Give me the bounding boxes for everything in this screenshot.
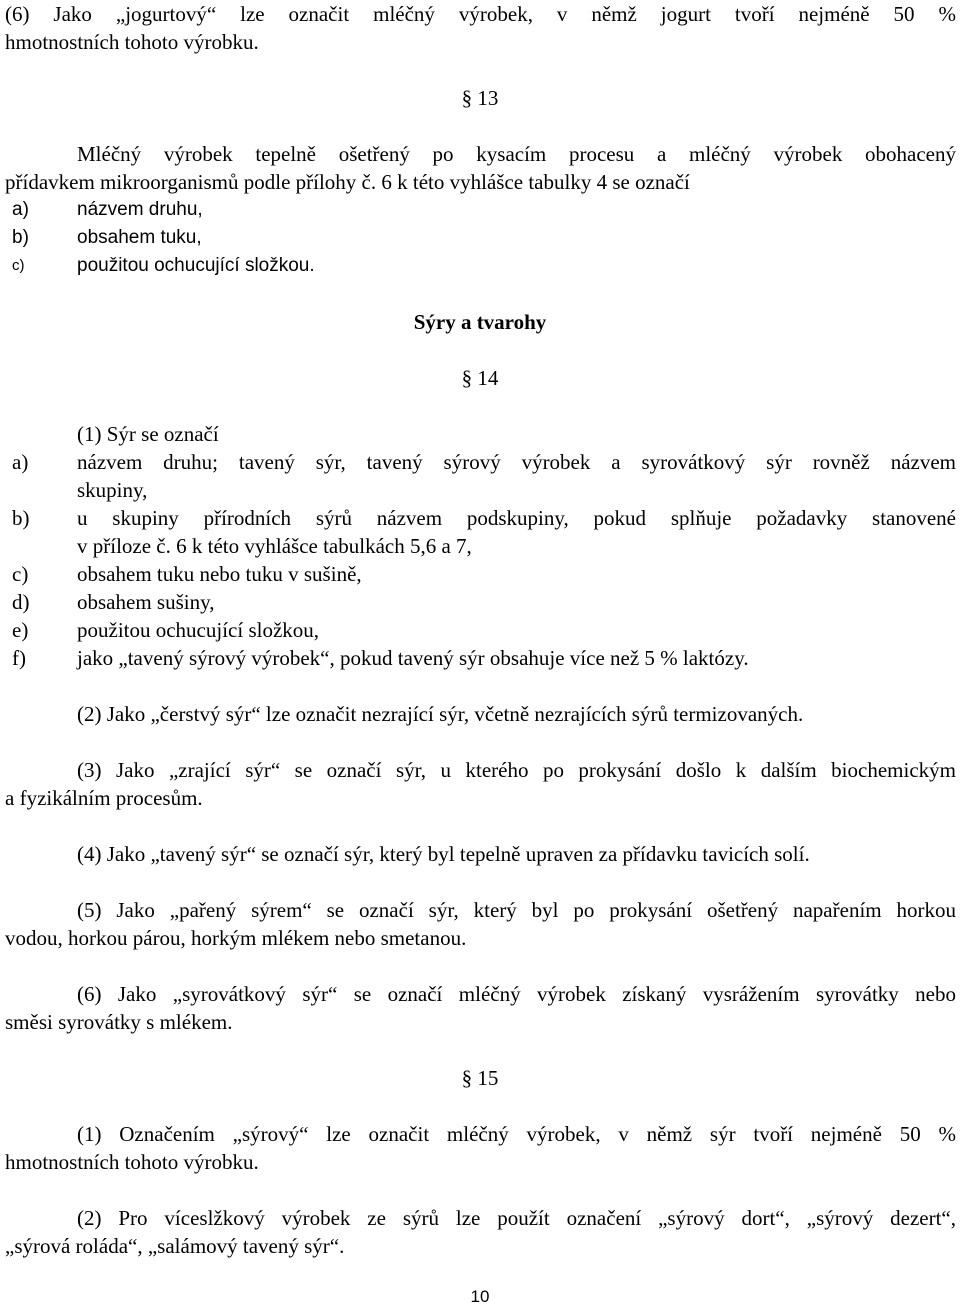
list-item-label: a) xyxy=(12,199,29,220)
list-item-label: e) xyxy=(12,618,29,642)
list-item-label: a) xyxy=(12,450,29,474)
list-item-text: u skupiny přírodních sýrů názvem podskupiny, pokud splňuje požadavky stanovené xyxy=(77,506,956,530)
list-item-label: f) xyxy=(12,646,26,670)
paragraph-line: a fyzikálním procesům. xyxy=(5,786,203,810)
section-title: Sýry a tvarohy xyxy=(413,310,547,334)
paragraph-line: (1) Sýr se označí xyxy=(77,422,219,446)
list-item-text: obsahem tuku nebo tuku v sušině, xyxy=(77,562,362,586)
list-item-label: c) xyxy=(12,562,29,586)
paragraph-line: (4) Jako „tavený sýr“ se označí sýr, který byl tepelně upraven za přídavku tavicích solí. xyxy=(77,842,810,866)
list-item-label: b) xyxy=(12,506,30,530)
list-item-text: v příloze č. 6 k této vyhlášce tabulkách 5,6 a 7, xyxy=(77,534,472,558)
paragraph-line: hmotnostních tohoto výrobku. xyxy=(5,1150,259,1174)
list-item-text: použitou ochucující složkou. xyxy=(77,255,315,276)
list-item-text: obsahem tuku, xyxy=(77,227,202,248)
list-item-text: obsahem sušiny, xyxy=(77,590,215,614)
list-item-text: skupiny, xyxy=(77,478,148,502)
paragraph-line: vodou, horkou párou, horkým mlékem nebo smetanou. xyxy=(5,926,467,950)
section-heading-13: § 13 xyxy=(461,86,499,110)
paragraph-line: „sýrová roláda“, „salámový tavený sýr“. xyxy=(5,1234,345,1258)
list-item-text: jako „tavený sýrový výrobek“, pokud tavený sýr obsahuje více než 5 % laktózy. xyxy=(77,646,749,670)
paragraph-line: hmotnostních tohoto výrobku. xyxy=(5,30,259,54)
list-item-text: použitou ochucující složkou, xyxy=(77,618,320,642)
paragraph-line: (6) Jako „syrovátkový sýr“ se označí mléčný výrobek získaný vysrážením syrovátky nebo xyxy=(77,982,956,1006)
paragraph-line: (2) Jako „čerstvý sýr“ lze označit nezrající sýr, včetně nezrajících sýrů termizovaných. xyxy=(77,702,804,726)
list-item-label: c) xyxy=(12,257,25,274)
paragraph-line: směsi syrovátky s mlékem. xyxy=(5,1010,233,1034)
paragraph-line: (3) Jako „zrající sýr“ se označí sýr, u kterého po prokysání došlo k dalším biochemickým xyxy=(77,758,956,782)
paragraph-line: (6) Jako „jogurtový“ lze označit mléčný výrobek, v němž jogurt tvoří nejméně 50 % xyxy=(5,2,956,26)
paragraph-line: (2) Pro víceslžkový výrobek ze sýrů lze použít označení „sýrový dort“, „sýrový dezert“, xyxy=(77,1206,956,1230)
section-heading-15: § 15 xyxy=(461,1066,499,1090)
paragraph-line: přídavkem mikroorganismů podle přílohy č. 6 k této vyhlášce tabulky 4 se označí xyxy=(5,170,690,194)
section-heading-14: § 14 xyxy=(461,366,499,390)
page-number: 10 xyxy=(470,1287,490,1306)
paragraph-line: (5) Jako „pařený sýrem“ se označí sýr, který byl po prokysání ošetřený napařením horkou xyxy=(77,898,956,922)
list-item-text: názvem druhu, xyxy=(77,199,203,220)
paragraph-line: (1) Označením „sýrový“ lze označit mléčný výrobek, v němž sýr tvoří nejméně 50 % xyxy=(77,1122,956,1146)
list-item-text: názvem druhu; tavený sýr, tavený sýrový výrobek a syrovátkový sýr rovněž názvem xyxy=(77,450,956,474)
list-item-label: b) xyxy=(12,227,29,248)
paragraph-line: Mléčný výrobek tepelně ošetřený po kysacím procesu a mléčný výrobek obohacený xyxy=(77,142,956,166)
list-item-label: d) xyxy=(12,590,30,614)
